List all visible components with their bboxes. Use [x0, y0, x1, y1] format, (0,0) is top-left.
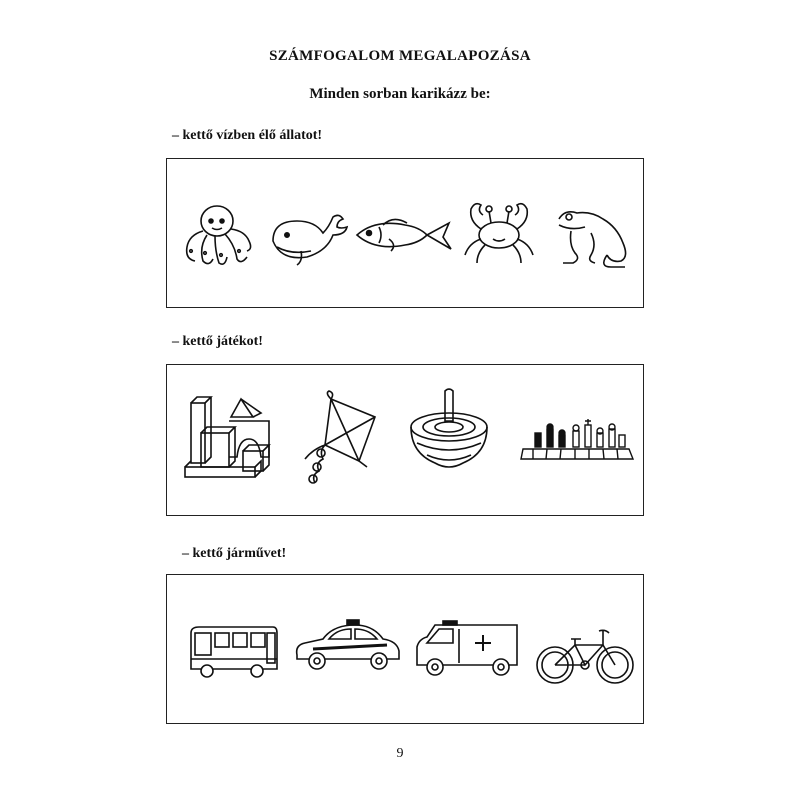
instruction-text: Minden sorban karikázz be: [309, 86, 491, 102]
fish-icon[interactable] [353, 213, 453, 257]
bus-icon[interactable] [187, 623, 279, 679]
chess-board-icon[interactable] [519, 415, 635, 465]
kite-icon[interactable] [295, 389, 385, 489]
whale-icon[interactable] [267, 207, 351, 267]
frog-icon[interactable] [551, 205, 635, 271]
ambulance-icon[interactable] [413, 617, 523, 679]
section-3-prompt: – kettő járművet! [182, 546, 287, 561]
spinning-top-icon[interactable] [405, 387, 495, 487]
police-car-icon[interactable] [293, 615, 403, 675]
section-3-box [166, 574, 644, 724]
octopus-icon[interactable] [179, 201, 259, 271]
crab-icon[interactable] [459, 197, 539, 269]
bicycle-icon[interactable] [535, 621, 635, 687]
page-title: SZÁMFOGALOM MEGALAPOZÁSA [269, 48, 531, 64]
page-number: 9 [396, 746, 404, 761]
section-1-prompt: – kettő vízben élő állatot! [172, 128, 323, 143]
section-1-box [166, 158, 644, 308]
section-2-box [166, 364, 644, 516]
section-2-prompt: – kettő játékot! [172, 334, 263, 349]
building-blocks-icon[interactable] [179, 395, 279, 485]
